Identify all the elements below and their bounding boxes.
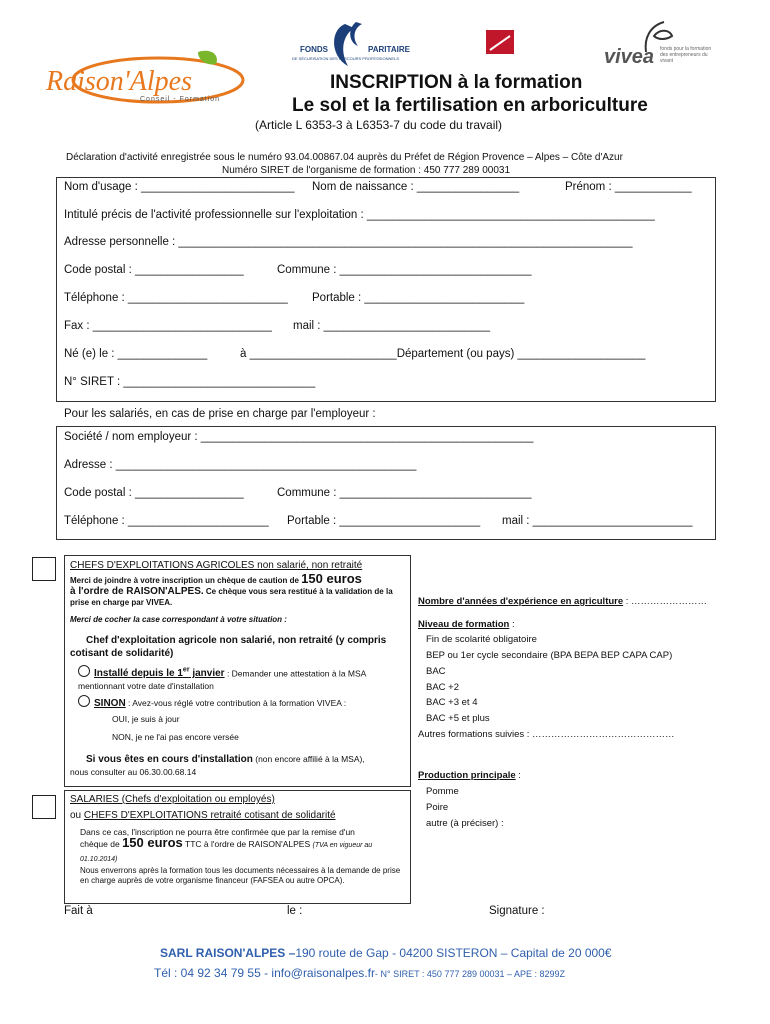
cours-b: (non encore affilié à la MSA), xyxy=(255,754,365,764)
field-commune[interactable]: Commune : ______________________________ xyxy=(277,264,532,276)
chefs-cheque-c: Ce chèque vous sera restitué à la validation de la prise en charge par VIVEA. xyxy=(70,587,393,607)
niveau-formation-heading xyxy=(418,619,515,630)
field-adresse-perso[interactable]: Adresse personnelle : _______________________________________________________________________ xyxy=(64,236,633,248)
field-employer-tel[interactable]: Téléphone : ______________________ xyxy=(64,515,269,527)
production-label: Production principale xyxy=(418,770,516,781)
chefs-cheque-b: à l'ordre de RAISON'ALPES. xyxy=(70,586,204,597)
niveau-item[interactable]: BAC +2 xyxy=(426,682,460,693)
field-fax[interactable]: Fax : ____________________________ xyxy=(64,320,272,332)
checkbox-chefs-exploitation[interactable] xyxy=(32,557,56,581)
field-employer-cp[interactable]: Code postal : _________________ xyxy=(64,487,244,499)
fonds-line1: FONDS xyxy=(300,45,328,54)
fonds-paritaire-logo xyxy=(290,18,430,78)
checkbox-salaries[interactable] xyxy=(32,795,56,819)
chefs-retraite: CHEFS D'EXPLOITATIONS retraité cotisant de solidarité xyxy=(83,810,336,821)
sinon-label: SINON xyxy=(94,698,126,709)
signature[interactable]: Signature : xyxy=(489,905,545,917)
footer-contact: Tél : 04 92 34 79 55 - info@raisonalpes.fr xyxy=(154,966,375,980)
niveau-item[interactable]: BAC xyxy=(426,666,446,677)
installe-sup: er xyxy=(182,667,190,674)
ou-label: ou xyxy=(70,810,84,821)
title-line1: INSCRIPTION à la formation xyxy=(330,72,583,93)
fonds-line2: PARITAIRE xyxy=(368,45,410,54)
installe-b: janvier xyxy=(189,668,225,680)
niveau-item[interactable]: BEP ou 1er cycle secondaire (BPA BEPA BEP CAPA CAP) xyxy=(426,650,673,661)
production-colon: : xyxy=(515,770,521,781)
field-nom-usage[interactable]: Nom d'usage : ________________________ xyxy=(64,181,295,193)
field-employer-commune[interactable]: Commune : ______________________________ xyxy=(277,487,532,499)
installe-a: Installé depuis le 1 xyxy=(94,668,183,680)
sinon-text: : Avez-vous réglé votre contribution à la formation VIVEA : xyxy=(125,698,347,708)
radio-installe[interactable] xyxy=(78,665,90,677)
en-cours-installation xyxy=(70,753,405,779)
field-activite[interactable]: Intitulé précis de l'activité professionnelle sur l'exploitation : _____________________________________________ xyxy=(64,209,655,221)
cours-a: Si vous êtes en cours d'installation xyxy=(86,754,253,765)
footer-address-line xyxy=(160,946,612,960)
niveau-item[interactable]: Fin de scolarité obligatoire xyxy=(426,634,537,645)
installe-c: : Demander une attestation à la MSA mentionnant votre date d'installation xyxy=(78,668,366,692)
field-employer-adresse[interactable]: Adresse : _______________________________________________ xyxy=(64,459,417,471)
logo-text: Raison'Alpes xyxy=(46,66,192,97)
field-nom-naissance[interactable]: Nom de naissance : ________________ xyxy=(312,181,520,193)
footer-contact-line xyxy=(154,966,565,980)
field-mail[interactable]: mail : __________________________ xyxy=(293,320,490,332)
chefs-cheque-a: Merci de joindre à votre inscription un chèque de caution de xyxy=(70,576,299,585)
sal-cheque-b: TTC à l'ordre de RAISON'ALPES xyxy=(185,839,311,849)
raison-tagline: Conseil - Formation xyxy=(140,96,221,103)
experience-dots: : …………………… xyxy=(623,596,708,607)
field-employer-portable[interactable]: Portable : ______________________ xyxy=(287,515,481,527)
salaries-cheque xyxy=(80,837,405,866)
vivea-logo xyxy=(604,18,714,74)
niveau-item[interactable]: BAC +3 et 4 xyxy=(426,697,478,708)
fonds-line3: DE SÉCURISATION DES PARCOURS PROFESSIONNELS xyxy=(292,56,399,61)
title-line2: Le sol et la fertilisation en arboriculture xyxy=(292,95,648,116)
salaries-envoi: Nous enverrons après la formation tous les documents nécessaires à la demande de prise en charge auprès de votre organisme financeur (FAFSEA ou autre OPCA). xyxy=(80,866,401,885)
article-ref: (Article L 6353-3 à L6353-7 du code du travail) xyxy=(255,118,503,132)
footer-company: SARL RAISON'ALPES – xyxy=(160,946,296,960)
chefs-cocher: Merci de cocher la case correspondant à votre situation : xyxy=(70,615,287,624)
date-le[interactable]: le : xyxy=(287,905,303,917)
sal-cheque-amount: 150 euros xyxy=(122,835,183,850)
footer-legal: - N° SIRET : 450 777 289 00031 – APE : 8299Z xyxy=(374,969,566,979)
raisonalpes-logo xyxy=(38,50,248,110)
niveau-item[interactable]: BAC +5 et plus xyxy=(426,713,490,724)
cours-c: nous consulter au 06.30.00.68.14 xyxy=(70,767,197,777)
siret-organisme: Numéro SIRET de l'organisme de formation : 450 777 289 00031 xyxy=(222,165,511,176)
red-emblem-icon xyxy=(486,30,514,54)
niveau-colon: : xyxy=(509,619,515,630)
experience-field[interactable] xyxy=(418,596,707,607)
field-prenom[interactable]: Prénom : ____________ xyxy=(565,181,692,193)
vivea-name: vivea xyxy=(604,46,655,68)
field-portable[interactable]: Portable : _________________________ xyxy=(312,292,525,304)
option-oui[interactable]: OUI, je suis à jour xyxy=(112,714,180,724)
production-item[interactable]: Pomme xyxy=(426,786,459,797)
field-lieu-naissance[interactable]: à _______________________Département (ou pays) ____________________ xyxy=(240,348,646,360)
field-societe[interactable]: Société / nom employeur : ____________________________________________________ xyxy=(64,431,534,443)
footer-address: 190 route de Gap - 04200 SISTERON – Capital de 20 000€ xyxy=(295,946,612,960)
installe-option[interactable] xyxy=(78,665,400,692)
salaries-cas: Dans ce cas, l'inscription ne pourra être confirmée que par la remise d'un xyxy=(80,827,355,837)
production-item[interactable]: Poire xyxy=(426,802,449,813)
production-item[interactable]: autre (à préciser) : xyxy=(426,818,504,829)
chefs-title: CHEFS D'EXPLOITATIONS AGRICOLES non salarié, non retraité xyxy=(70,560,363,571)
chefs-cheque-text xyxy=(70,573,405,608)
salaries-intro: Pour les salariés, en cas de prise en charge par l'employeur : xyxy=(64,408,376,420)
field-code-postal[interactable]: Code postal : _________________ xyxy=(64,264,244,276)
declaration: Déclaration d'activité enregistrée sous le numéro 93.04.00867.04 auprès du Préfet de Région Provence – Alpes – Côte d'Azur xyxy=(66,152,623,163)
field-siret[interactable]: N° SIRET : ______________________________ xyxy=(64,376,316,388)
radio-sinon[interactable] xyxy=(78,695,90,707)
niveau-label: Niveau de formation xyxy=(418,619,510,630)
option-non[interactable]: NON, je ne l'ai pas encore versée xyxy=(112,732,239,742)
chefs-cheque-amount: 150 euros xyxy=(301,571,362,586)
field-telephone[interactable]: Téléphone : _________________________ xyxy=(64,292,288,304)
autres-formations[interactable]: Autres formations suivies : ……………………………………… xyxy=(418,729,675,740)
production-heading xyxy=(418,770,521,781)
salaries-title: SALARIES (Chefs d'exploitation ou employés) xyxy=(70,794,275,805)
vivea-tagline: fonds pour la formation des entrepreneurs du vivant xyxy=(660,46,712,64)
sinon-option[interactable] xyxy=(78,695,346,709)
chefs-retraite-line xyxy=(70,810,336,821)
fait-a[interactable]: Fait à xyxy=(64,905,93,917)
field-date-naissance[interactable]: Né (e) le : ______________ xyxy=(64,348,208,360)
sal-cheque-a: chèque de xyxy=(80,839,120,849)
field-employer-mail[interactable]: mail : _________________________ xyxy=(502,515,693,527)
chef-status-title: Chef d'exploitation agricole non salarié, non retraité (y compris cotisant de solidarité) xyxy=(70,635,387,659)
experience-label: Nombre d'années d'expérience en agriculture xyxy=(418,596,624,607)
sal-tva: (TVA en vigueur au 01.10.2014) xyxy=(80,842,373,863)
